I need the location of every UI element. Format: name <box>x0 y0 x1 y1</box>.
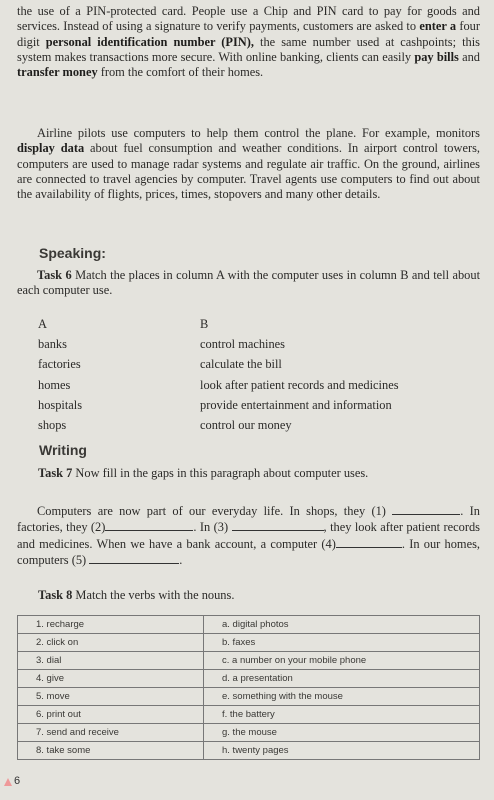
column-b-item: provide entertainment and information <box>200 397 392 412</box>
column-a-item: factories <box>38 357 81 372</box>
verb-cell: 1. recharge <box>18 616 204 634</box>
noun-cell: a. digital photos <box>204 616 480 634</box>
column-b-item: control machines <box>200 337 285 352</box>
column-a-header: A <box>38 317 47 331</box>
column-a-item: hospitals <box>38 397 83 412</box>
table-row <box>18 742 480 760</box>
paragraph-airlines: Airline pilots use computers to help them control the plane. For example, monitors display data about fuel consumption and weather conditions. In airport control towers, computers are used to manage radar systems and regulate air traffic. On the ground, airlines are connected to travel agencies by computer. Travel agents use computers to find out about the availability of flights, prices, times, stopovers and many other details. <box>17 126 480 202</box>
task-6-instructions: Task 6 Match the places in column A with the computer uses in column B and tell about each computer use. <box>17 268 481 298</box>
verb-cell: 7. send and receive <box>18 724 204 742</box>
paragraph-banking: the use of a PIN-protected card. People use a Chip and PIN card to pay for goods and services. Instead of using a signature to verify payments, customers are asked to enter a four digit personal identification number (PIN), the same number used at cashpoints; this system makes transactions more secure. With online banking, clients can easily pay bills and transfer money from the comfort of their homes. <box>17 4 481 80</box>
table-row <box>18 634 480 652</box>
gap-fill-paragraph: Computers are now part of our everyday life. In shops, they (1) . In factories, they (2) . In (3) , they look after patient records and medicines. When we have a bank account, a computer (4) . In our homes, computers (5) . <box>17 504 481 567</box>
noun-cell: h. twenty pages <box>204 742 480 760</box>
gap-3-blank[interactable] <box>232 519 324 531</box>
verb-cell: 6. print out <box>18 706 204 724</box>
verb-cell: 8. take some <box>18 742 204 760</box>
noun-cell: e. something with the mouse <box>204 688 480 706</box>
verb-noun-table <box>17 615 480 760</box>
table-row <box>18 616 480 634</box>
noun-cell: f. the battery <box>204 706 480 724</box>
table-row <box>18 688 480 706</box>
table-row <box>18 652 480 670</box>
gap-1-blank[interactable] <box>392 503 460 515</box>
speaking-heading: Speaking: <box>39 245 106 261</box>
column-b-item: look after patient records and medicines <box>200 377 399 392</box>
verb-cell: 4. give <box>18 670 204 688</box>
table-row <box>18 724 480 742</box>
column-b-item: calculate the bill <box>200 357 282 372</box>
gap-4-blank[interactable] <box>336 536 402 548</box>
column-a-item: banks <box>38 337 67 352</box>
gap-2-blank[interactable] <box>105 519 193 531</box>
verb-cell: 3. dial <box>18 652 204 670</box>
noun-cell: g. the mouse <box>204 724 480 742</box>
gap-5-blank[interactable] <box>89 552 179 564</box>
noun-cell: c. a number on your mobile phone <box>204 652 480 670</box>
corner-marker-icon <box>4 778 12 786</box>
column-b-header: B <box>200 317 209 331</box>
column-a-item: shops <box>38 418 67 433</box>
verb-cell: 5. move <box>18 688 204 706</box>
verb-cell: 2. click on <box>18 634 204 652</box>
table-row <box>18 670 480 688</box>
column-b <box>200 314 399 435</box>
noun-cell: b. faxes <box>204 634 480 652</box>
column-b-item: control our money <box>200 418 292 433</box>
noun-cell: d. a presentation <box>204 670 480 688</box>
task-7-instructions: Task 7 Now fill in the gaps in this paragraph about computer uses. <box>38 466 369 480</box>
page-number: 6 <box>14 775 21 787</box>
column-a <box>38 314 82 435</box>
task-8-instructions: Task 8 Match the verbs with the nouns. <box>38 588 235 602</box>
column-a-item: homes <box>38 377 71 392</box>
writing-heading: Writing <box>39 442 87 458</box>
table-row <box>18 706 480 724</box>
